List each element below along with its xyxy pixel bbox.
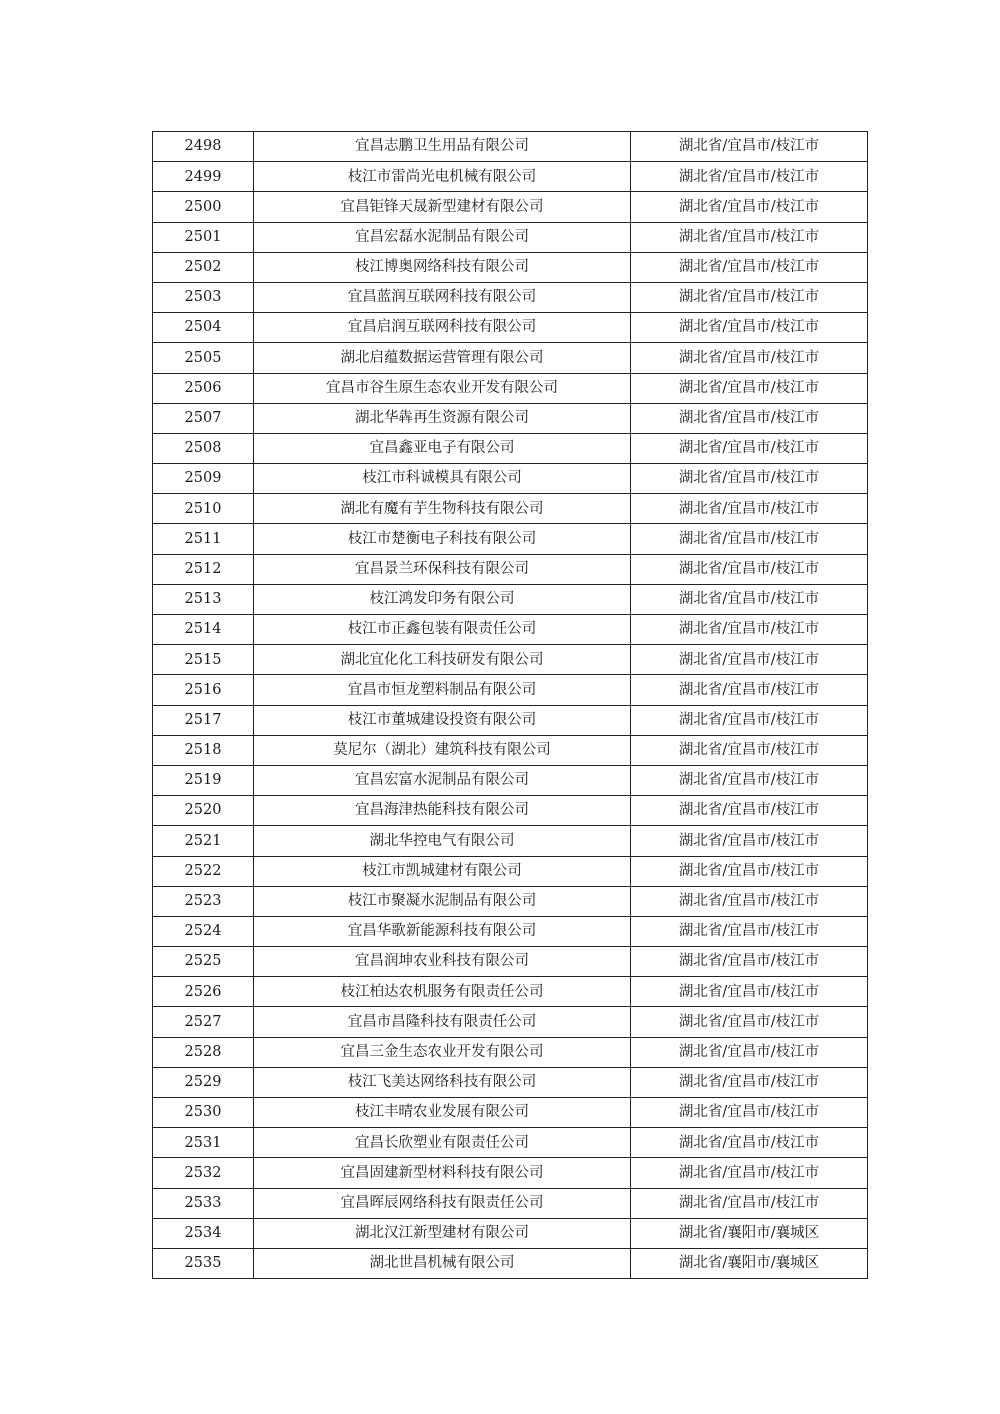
table-row [153, 645, 868, 675]
table-row [153, 1037, 868, 1067]
region-cell: 湖北省/宜昌市/枝江市 [631, 222, 868, 252]
table-row [153, 705, 868, 735]
region-cell: 湖北省/宜昌市/枝江市 [631, 916, 868, 946]
table-row [153, 856, 868, 886]
company-name-cell: 宜昌钜锋天晟新型建材有限公司 [254, 192, 631, 222]
table-row [153, 765, 868, 795]
company-name-cell: 湖北华控电气有限公司 [254, 826, 631, 856]
company-name-cell: 宜昌润坤农业科技有限公司 [254, 947, 631, 977]
region-cell: 湖北省/宜昌市/枝江市 [631, 524, 868, 554]
table-row [153, 403, 868, 433]
company-name-cell: 枝江飞美达网络科技有限公司 [254, 1067, 631, 1097]
row-number-cell: 2520 [153, 796, 254, 826]
row-number-cell: 2522 [153, 856, 254, 886]
region-cell: 湖北省/宜昌市/枝江市 [631, 494, 868, 524]
row-number-cell: 2521 [153, 826, 254, 856]
region-cell: 湖北省/宜昌市/枝江市 [631, 373, 868, 403]
row-number-cell: 2499 [153, 162, 254, 192]
row-number-cell: 2519 [153, 765, 254, 795]
region-cell: 湖北省/宜昌市/枝江市 [631, 554, 868, 584]
table-row [153, 162, 868, 192]
company-name-cell: 枝江柏达农机服务有限责任公司 [254, 977, 631, 1007]
row-number-cell: 2523 [153, 886, 254, 916]
company-name-cell: 枝江鸿发印务有限公司 [254, 584, 631, 614]
region-cell: 湖北省/襄阳市/襄城区 [631, 1248, 868, 1278]
row-number-cell: 2513 [153, 584, 254, 614]
row-number-cell: 2503 [153, 282, 254, 312]
row-number-cell: 2526 [153, 977, 254, 1007]
table-row [153, 1007, 868, 1037]
company-name-cell: 枝江市聚凝水泥制品有限公司 [254, 886, 631, 916]
table-row [153, 313, 868, 343]
table-row [153, 796, 868, 826]
region-cell: 湖北省/宜昌市/枝江市 [631, 584, 868, 614]
company-name-cell: 宜昌志鹏卫生用品有限公司 [254, 132, 631, 162]
company-name-cell: 宜昌市昌隆科技有限责任公司 [254, 1007, 631, 1037]
table-row [153, 282, 868, 312]
region-cell: 湖北省/宜昌市/枝江市 [631, 132, 868, 162]
company-name-cell: 宜昌宏磊水泥制品有限公司 [254, 222, 631, 252]
region-cell: 湖北省/宜昌市/枝江市 [631, 1007, 868, 1037]
row-number-cell: 2515 [153, 645, 254, 675]
row-number-cell: 2505 [153, 343, 254, 373]
region-cell: 湖北省/宜昌市/枝江市 [631, 433, 868, 463]
table-row [153, 222, 868, 252]
table-row [153, 584, 868, 614]
region-cell: 湖北省/宜昌市/枝江市 [631, 282, 868, 312]
region-cell: 湖北省/宜昌市/枝江市 [631, 1098, 868, 1128]
row-number-cell: 2529 [153, 1067, 254, 1097]
row-number-cell: 2508 [153, 433, 254, 463]
region-cell: 湖北省/宜昌市/枝江市 [631, 947, 868, 977]
table-row [153, 1128, 868, 1158]
table-row [153, 433, 868, 463]
company-name-cell: 宜昌市恒龙塑料制品有限公司 [254, 675, 631, 705]
company-name-cell: 宜昌固建新型材料科技有限公司 [254, 1158, 631, 1188]
region-cell: 湖北省/宜昌市/枝江市 [631, 1158, 868, 1188]
row-number-cell: 2535 [153, 1248, 254, 1278]
table-row [153, 615, 868, 645]
region-cell: 湖北省/宜昌市/枝江市 [631, 826, 868, 856]
company-name-cell: 枝江市科诚模具有限公司 [254, 464, 631, 494]
company-name-cell: 枝江市雷尚光电机械有限公司 [254, 162, 631, 192]
region-cell: 湖北省/宜昌市/枝江市 [631, 1037, 868, 1067]
company-name-cell: 宜昌长欣塑业有限责任公司 [254, 1128, 631, 1158]
table-row [153, 1188, 868, 1218]
company-name-cell: 宜昌景兰环保科技有限公司 [254, 554, 631, 584]
table-row [153, 947, 868, 977]
table-row [153, 524, 868, 554]
table-row [153, 826, 868, 856]
company-name-cell: 宜昌启润互联网科技有限公司 [254, 313, 631, 343]
table-row [153, 977, 868, 1007]
row-number-cell: 2511 [153, 524, 254, 554]
company-name-cell: 宜昌鑫亚电子有限公司 [254, 433, 631, 463]
company-name-cell: 枝江市董城建设投资有限公司 [254, 705, 631, 735]
company-name-cell: 湖北启蕴数据运营管理有限公司 [254, 343, 631, 373]
table-row [153, 132, 868, 162]
row-number-cell: 2510 [153, 494, 254, 524]
region-cell: 湖北省/宜昌市/枝江市 [631, 1067, 868, 1097]
company-name-cell: 湖北有魔有芋生物科技有限公司 [254, 494, 631, 524]
region-cell: 湖北省/宜昌市/枝江市 [631, 645, 868, 675]
table-row [153, 494, 868, 524]
table-row [153, 1067, 868, 1097]
row-number-cell: 2512 [153, 554, 254, 584]
company-name-cell: 宜昌宏富水泥制品有限公司 [254, 765, 631, 795]
row-number-cell: 2524 [153, 916, 254, 946]
region-cell: 湖北省/宜昌市/枝江市 [631, 313, 868, 343]
row-number-cell: 2506 [153, 373, 254, 403]
row-number-cell: 2530 [153, 1098, 254, 1128]
company-table [152, 131, 868, 1279]
row-number-cell: 2502 [153, 252, 254, 282]
table-row [153, 252, 868, 282]
row-number-cell: 2504 [153, 313, 254, 343]
company-table-body [153, 132, 868, 1279]
region-cell: 湖北省/宜昌市/枝江市 [631, 735, 868, 765]
row-number-cell: 2534 [153, 1218, 254, 1248]
region-cell: 湖北省/宜昌市/枝江市 [631, 192, 868, 222]
company-name-cell: 宜昌晖辰网络科技有限责任公司 [254, 1188, 631, 1218]
table-row [153, 1098, 868, 1128]
company-name-cell: 枝江市凯城建材有限公司 [254, 856, 631, 886]
region-cell: 湖北省/宜昌市/枝江市 [631, 705, 868, 735]
row-number-cell: 2525 [153, 947, 254, 977]
row-number-cell: 2531 [153, 1128, 254, 1158]
region-cell: 湖北省/宜昌市/枝江市 [631, 675, 868, 705]
region-cell: 湖北省/襄阳市/襄城区 [631, 1218, 868, 1248]
region-cell: 湖北省/宜昌市/枝江市 [631, 162, 868, 192]
company-name-cell: 湖北华犇再生资源有限公司 [254, 403, 631, 433]
region-cell: 湖北省/宜昌市/枝江市 [631, 464, 868, 494]
table-row [153, 1158, 868, 1188]
company-name-cell: 莫尼尔（湖北）建筑科技有限公司 [254, 735, 631, 765]
row-number-cell: 2514 [153, 615, 254, 645]
row-number-cell: 2500 [153, 192, 254, 222]
region-cell: 湖北省/宜昌市/枝江市 [631, 856, 868, 886]
row-number-cell: 2507 [153, 403, 254, 433]
region-cell: 湖北省/宜昌市/枝江市 [631, 1128, 868, 1158]
row-number-cell: 2501 [153, 222, 254, 252]
company-name-cell: 湖北世昌机械有限公司 [254, 1248, 631, 1278]
region-cell: 湖北省/宜昌市/枝江市 [631, 403, 868, 433]
row-number-cell: 2518 [153, 735, 254, 765]
table-row [153, 916, 868, 946]
company-name-cell: 枝江博奥网络科技有限公司 [254, 252, 631, 282]
table-row [153, 886, 868, 916]
company-name-cell: 枝江市正鑫包装有限责任公司 [254, 615, 631, 645]
row-number-cell: 2527 [153, 1007, 254, 1037]
table-row [153, 373, 868, 403]
table-row [153, 1218, 868, 1248]
region-cell: 湖北省/宜昌市/枝江市 [631, 252, 868, 282]
company-name-cell: 枝江市楚衡电子科技有限公司 [254, 524, 631, 554]
region-cell: 湖北省/宜昌市/枝江市 [631, 343, 868, 373]
region-cell: 湖北省/宜昌市/枝江市 [631, 796, 868, 826]
row-number-cell: 2516 [153, 675, 254, 705]
company-name-cell: 宜昌华歌新能源科技有限公司 [254, 916, 631, 946]
region-cell: 湖北省/宜昌市/枝江市 [631, 886, 868, 916]
region-cell: 湖北省/宜昌市/枝江市 [631, 977, 868, 1007]
company-name-cell: 湖北宜化化工科技研发有限公司 [254, 645, 631, 675]
company-name-cell: 宜昌市谷生原生态农业开发有限公司 [254, 373, 631, 403]
table-row [153, 464, 868, 494]
table-row [153, 192, 868, 222]
row-number-cell: 2528 [153, 1037, 254, 1067]
company-name-cell: 宜昌三金生态农业开发有限公司 [254, 1037, 631, 1067]
region-cell: 湖北省/宜昌市/枝江市 [631, 615, 868, 645]
row-number-cell: 2533 [153, 1188, 254, 1218]
table-row [153, 675, 868, 705]
table-row [153, 343, 868, 373]
region-cell: 湖北省/宜昌市/枝江市 [631, 1188, 868, 1218]
row-number-cell: 2509 [153, 464, 254, 494]
table-row [153, 1248, 868, 1278]
row-number-cell: 2532 [153, 1158, 254, 1188]
company-name-cell: 宜昌海津热能科技有限公司 [254, 796, 631, 826]
region-cell: 湖北省/宜昌市/枝江市 [631, 765, 868, 795]
row-number-cell: 2498 [153, 132, 254, 162]
table-row [153, 554, 868, 584]
company-name-cell: 枝江丰晴农业发展有限公司 [254, 1098, 631, 1128]
row-number-cell: 2517 [153, 705, 254, 735]
table-row [153, 735, 868, 765]
company-name-cell: 湖北汉江新型建材有限公司 [254, 1218, 631, 1248]
company-name-cell: 宜昌蓝润互联网科技有限公司 [254, 282, 631, 312]
